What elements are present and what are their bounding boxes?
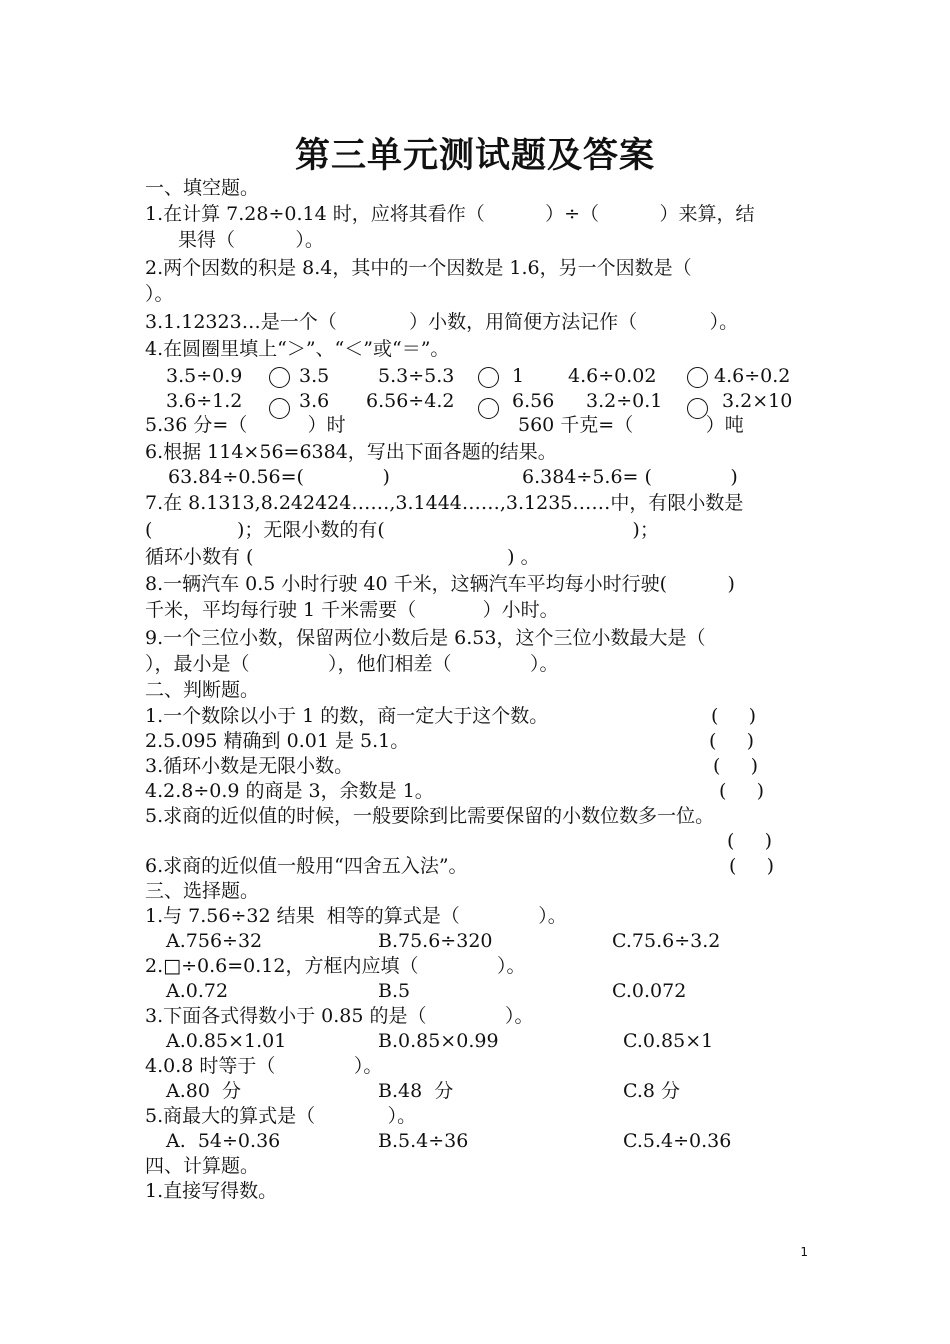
choice-option[interactable]: A.0.72 xyxy=(166,980,229,1002)
choice-option[interactable]: A.756÷32 xyxy=(166,930,263,952)
compare-expr: 3.6 xyxy=(299,390,330,412)
section-heading-fill: 一、填空题。 xyxy=(145,177,260,199)
judge-paren[interactable]: ( ) xyxy=(711,705,757,727)
choice-q3: 3.下面各式得数小于 0.85 的是（ ）。 xyxy=(145,1005,534,1027)
compare-circle[interactable] xyxy=(478,367,499,388)
compare-expr: 3.2×10 xyxy=(722,390,793,412)
choice-q4: 4.0.8 时等于（ ）。 xyxy=(145,1055,383,1077)
calc-q1: 1.直接写得数。 xyxy=(145,1180,278,1202)
question-1: 1.在计算 7.28÷0.14 时，应将其看作（ ）÷（ ）来算，结 xyxy=(145,203,755,225)
judge-item-6: 6.求商的近似值一般用“四舍五入法”。 xyxy=(145,855,468,877)
judge-paren[interactable]: ( ) xyxy=(709,730,755,752)
question-8-cont: 千米，平均每行驶 1 千米需要（ ）小时。 xyxy=(145,599,559,621)
choice-option[interactable]: B.0.85×0.99 xyxy=(378,1030,499,1052)
choice-option[interactable]: C.75.6÷3.2 xyxy=(612,930,721,952)
judge-item-3: 3.循环小数是无限小数。 xyxy=(145,755,354,777)
page-title: 第三单元测试题及答案 xyxy=(294,136,655,176)
question-6-a: 63.84÷0.56=( ) xyxy=(168,466,390,488)
compare-expr: 3.5 xyxy=(299,365,330,387)
compare-expr: 5.3÷5.3 xyxy=(378,365,455,387)
choice-option[interactable]: B.75.6÷320 xyxy=(378,930,493,952)
judge-item-1: 1.一个数除以小于 1 的数，商一定大于这个数。 xyxy=(145,705,549,727)
question-9: 9.一个三位小数，保留两位小数后是 6.53，这个三位小数最大是（ xyxy=(145,627,706,649)
choice-q1: 1.与 7.56÷32 结果 相等的算式是（ ）。 xyxy=(145,905,567,927)
section-heading-calc: 四、计算题。 xyxy=(145,1155,260,1177)
compare-expr: 1 xyxy=(512,365,525,387)
choice-option[interactable]: A. 54÷0.36 xyxy=(166,1130,281,1152)
choice-option[interactable]: C.8 分 xyxy=(623,1080,681,1102)
judge-item-5: 5.求商的近似值的时候，一般要除到比需要保留的小数位数多一位。 xyxy=(145,805,715,827)
compare-expr: 3.5÷0.9 xyxy=(166,365,243,387)
compare-circle[interactable] xyxy=(478,398,499,419)
section-heading-choice: 三、选择题。 xyxy=(145,880,260,902)
compare-expr: 6.56 xyxy=(512,390,555,412)
choice-option[interactable]: C.0.85×1 xyxy=(623,1030,714,1052)
compare-expr: 4.6÷0.2 xyxy=(714,365,791,387)
judge-paren[interactable]: ( ) xyxy=(729,855,775,877)
question-3: 3.1.12323…是一个（ ）小数，用简便方法记作（ ）。 xyxy=(145,311,739,333)
choice-q5: 5.商最大的算式是（ ）。 xyxy=(145,1105,417,1127)
judge-paren[interactable]: ( ) xyxy=(727,830,773,852)
choice-option[interactable]: C.0.072 xyxy=(612,980,687,1002)
compare-expr: 6.56÷4.2 xyxy=(366,390,455,412)
choice-option[interactable]: B.5 xyxy=(378,980,411,1002)
question-2: 2.两个因数的积是 8.4，其中的一个因数是 1.6，另一个因数是（ xyxy=(145,257,692,279)
question-1-cont: 果得（ ）。 xyxy=(178,229,324,251)
compare-circle[interactable] xyxy=(269,367,290,388)
choice-option[interactable]: B.5.4÷36 xyxy=(378,1130,469,1152)
choice-option[interactable]: A.80 分 xyxy=(166,1080,242,1102)
judge-paren[interactable]: ( ) xyxy=(719,780,765,802)
question-5: 5.36 分=（ ）时 xyxy=(145,414,346,436)
judge-item-4: 4.2.8÷0.9 的商是 3，余数是 1。 xyxy=(145,780,434,802)
compare-expr: 3.2÷0.1 xyxy=(586,390,663,412)
question-5-b: 560 千克=（ ）吨 xyxy=(518,414,744,436)
choice-option[interactable]: B.48 分 xyxy=(378,1080,454,1102)
judge-item-2: 2.5.095 精确到 0.01 是 5.1。 xyxy=(145,730,410,752)
question-9-cont: ），最小是（ ），他们相差（ ）。 xyxy=(145,653,559,675)
question-7-cont: ( )；无限小数的有( )； xyxy=(145,519,659,541)
choice-q2: 2.□÷0.6=0.12，方框内应填（ ）。 xyxy=(145,955,526,977)
question-8: 8.一辆汽车 0.5 小时行驶 40 千米，这辆汽车平均每小时行驶( ) xyxy=(145,573,735,595)
compare-expr: 3.6÷1.2 xyxy=(166,390,243,412)
question-7-cont2: 循环小数有 ( ) 。 xyxy=(145,546,540,568)
question-7: 7.在 8.1313,8.242424……,3.1444……,3.1235……中，有限小数是 xyxy=(145,492,744,514)
compare-circle[interactable] xyxy=(687,367,708,388)
choice-option[interactable]: C.5.4÷0.36 xyxy=(623,1130,732,1152)
choice-option[interactable]: A.0.85×1.01 xyxy=(166,1030,287,1052)
question-4: 4.在圆圈里填上“＞”、“＜”或“＝”。 xyxy=(145,338,450,360)
compare-expr: 4.6÷0.02 xyxy=(568,365,657,387)
question-6: 6.根据 114×56=6384，写出下面各题的结果。 xyxy=(145,441,557,463)
section-heading-judge: 二、判断题。 xyxy=(145,679,260,701)
question-2-cont: ）。 xyxy=(145,283,174,305)
page-number: 1 xyxy=(800,1245,808,1259)
question-6-b: 6.384÷5.6= ( ) xyxy=(522,466,738,488)
judge-paren[interactable]: ( ) xyxy=(713,755,759,777)
